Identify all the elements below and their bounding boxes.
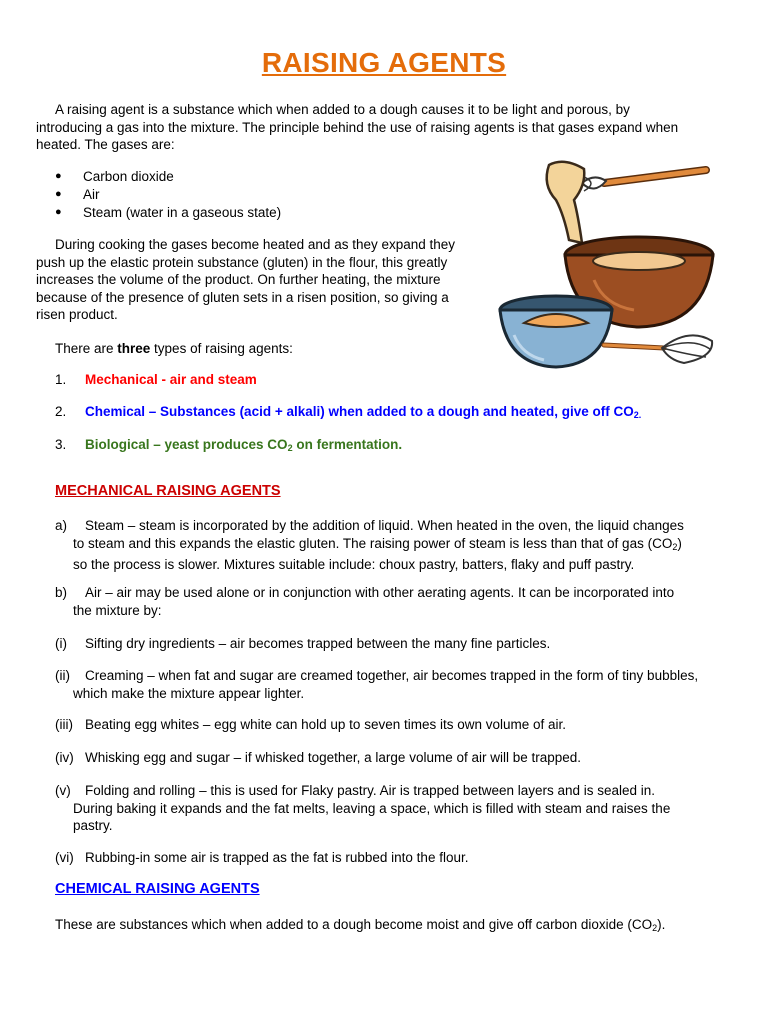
mixing-bowls-whisk-icon (494, 155, 724, 375)
air-item: b) Air – air may be used alone or in conjunction with other aerating agents. It can be incorporated into the mixture by: (55, 585, 675, 618)
method-beating-egg-whites: (iii) Beating egg whites – egg white can hold up to seven times its own volume of air. (55, 717, 567, 732)
bullet-icon: ● (55, 170, 62, 182)
method-folding-rolling: (v) Folding and rolling – this is used for Flaky pastry. Air is trapped between layers and is sealed in. During baking it expands and the fat melts, leaving a space, which is filled with steam and raises the pastry. (55, 783, 671, 834)
bullet-icon: ● (55, 187, 62, 200)
intro-paragraph (36, 101, 736, 154)
gases-list (55, 168, 455, 221)
intro-line-3: heated. The gases are: (36, 137, 175, 152)
list-item: ● Air (55, 186, 100, 202)
list-item: ● Steam (water in a gaseous state) (55, 204, 282, 220)
list-item: ● Carbon dioxide (55, 169, 174, 184)
intro-line-2: introducing a gas into the mixture. The principle behind the use of raising agents is that gases expand when (36, 119, 679, 135)
types-intro: There are three types of raising agents: (55, 341, 293, 356)
bullet-icon: ● (55, 205, 62, 218)
cooking-paragraph: During cooking the gases become heated and as they expand they push up the elastic protein substance (gluten) in the flour, this greatly increases the volume of the product. On further heating, the mixture because of the presence of gluten sets in a risen position, so giving a risen product. (36, 237, 456, 322)
document-page: RAISING AGENTS A raising agent is a substance which when added to a dough causes it to be light and porous, by introducing a gas into the mixture. The principle behind the use of raising agents is that gases expand when heated. The gases are: ● Carbon dioxide ● Air ● Steam (water in a gaseous state) During cooking the gases become heated and as they expand they push up the elastic protein substance (gluten) in the flour, this greatly increases the volume of the product. On further heating, the mixture because of the presence of gluten sets in a risen position, so giving a risen product. There are three types of raising agents: 1. Mechanical - air and steam 2. Chemical – Substances (acid + alkali) when added to a dough and heated, give off $CO_{2.}$ 3. Biological – yeast produces $CO_2$ on fermentation. MECHANICAL RAISING AGENTS a) Steam – steam is incorporated by the addition of liquid. When heated in the oven, the liquid changes to steam and this expands the elastic gluten. The raising power of steam is less than that of gas $(CO_2)$ so the process is slower. Mixtures suitable include: choux pastry, batters, flaky and puff pastry. b) Air – air may be used alone or in conjunction with other aerating agents. It can be incorporated into the mixture by: (i) Sifting dry ingredients – air becomes trapped between the many fine particles. (ii) Creaming – when fat and sugar are creamed together, air becomes trapped in the form of tiny bubbles, which make the mixture appear lighter. (iii) Beating egg whites – egg white can hold up to seven times its own volume of air. (iv) Whisking egg and sugar – if whisked together, a large volume of air will be trapped. (v) Folding and rolling – this is used for Flaky pastry. Air is trapped between layers and is sealed in. During baking it expands and the fat melts, leaving a space, which is filled with steam and raises the pastry. (vi) Rubbing-in some air is trapped as the fat is rubbed into the flour. CHEMICAL RAISING AGENTS These are substances which when added to a dough become moist and give off carbon dioxide $(CO_2)$. (0, 0, 768, 1024)
chemical-heading: CHEMICAL RAISING AGENTS (55, 881, 260, 897)
mechanical-heading: MECHANICAL RAISING AGENTS (55, 483, 281, 499)
page-title: RAISING AGENTS (261, 47, 507, 78)
method-whisking: (iv) Whisking egg and sugar – if whisked together, a large volume of air will be trapped. (55, 750, 582, 765)
steam-item: a) Steam – steam is incorporated by the addition of liquid. When heated in the oven, the liquid changes to steam and this expands the elastic gluten. The raising power of steam is less than that of gas $(CO_2)$ so the process is slower. Mixtures suitable include: choux pastry, batters, flaky and puff pastry. (55, 518, 684, 573)
method-creaming: (ii) Creaming – when fat and sugar are creamed together, air becomes trapped in the form of tiny bubbles, which make the mixture appear lighter. (55, 668, 699, 701)
method-sifting: (i) Sifting dry ingredients – air becomes trapped between the many fine particles. (55, 636, 551, 651)
method-rubbing-in: (vi) Rubbing-in some air is trapped as the fat is rubbed into the flour. (55, 850, 469, 865)
chemical-paragraph: These are substances which when added to a dough become moist and give off carbon dioxide $(CO_2)$. (55, 917, 666, 933)
intro-line-1: A raising agent is a substance which when added to a dough causes it to be light and porous, by (55, 102, 630, 117)
